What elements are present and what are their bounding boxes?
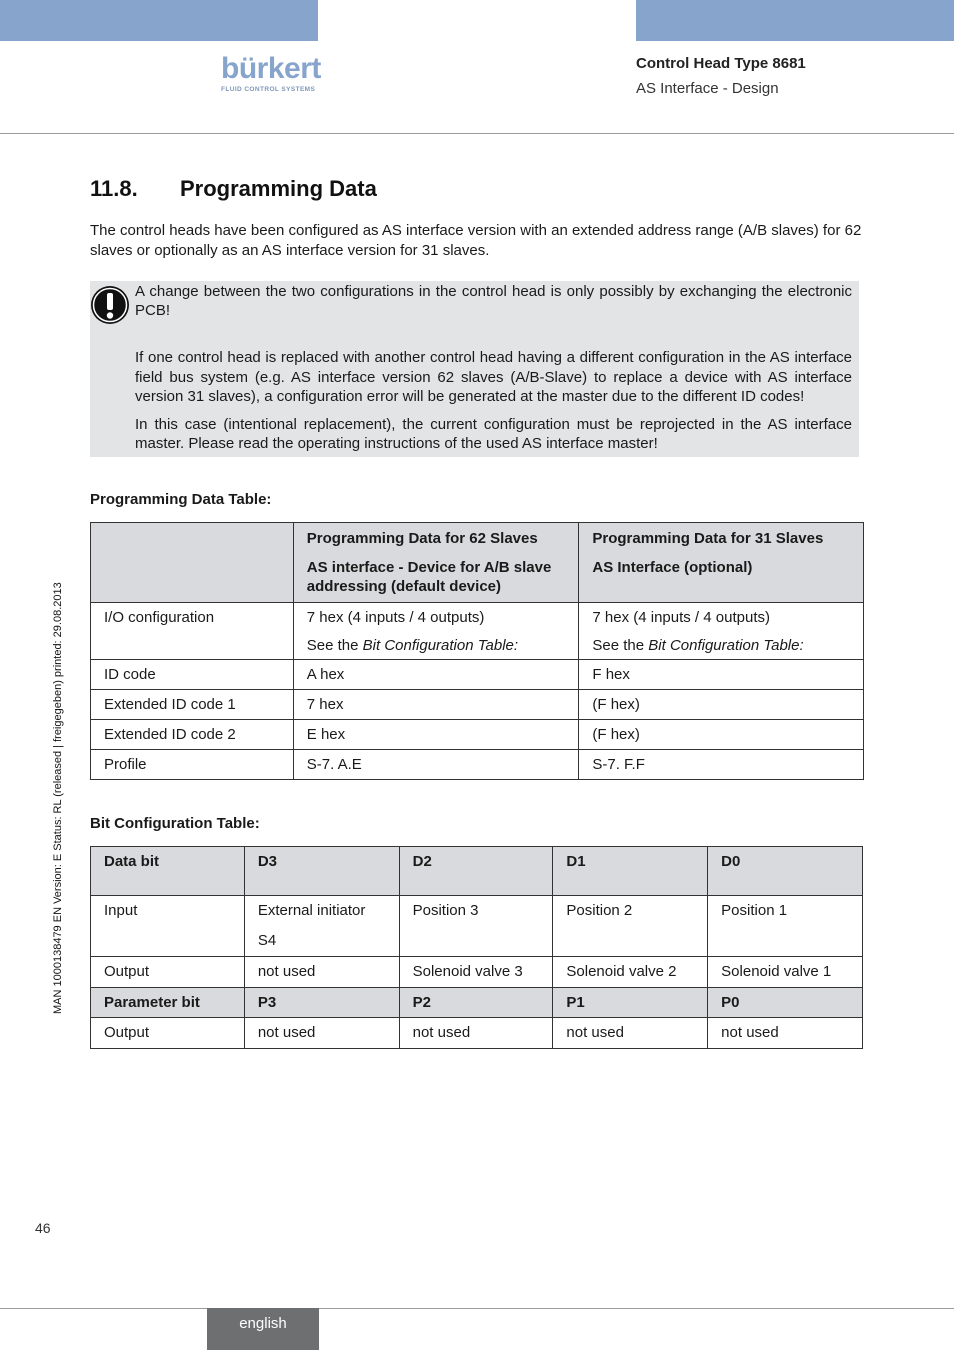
table-cell: not used [244, 1018, 399, 1049]
bit-configuration-table [90, 846, 863, 1049]
col31-title: Programming Data for 31 Slaves [592, 530, 824, 547]
see-prefix: See the [592, 637, 649, 654]
table-row [91, 957, 863, 988]
table-header-cell [579, 523, 864, 603]
table-cell: F hex [579, 659, 864, 689]
table-cell [293, 602, 579, 659]
logo-subtitle: FLUID CONTROL SYSTEMS [221, 86, 316, 93]
table-header-cell: D0 [708, 847, 863, 896]
table-header-cell: D2 [399, 847, 553, 896]
table-cell: Solenoid valve 2 [553, 957, 708, 988]
bit-table-caption: Bit Configuration Table: [90, 815, 260, 832]
table-row [91, 659, 864, 689]
table-cell [579, 602, 864, 659]
page-number: 46 [35, 1220, 51, 1236]
col62-subtitle: AS interface - Device for A/B slave addressing (default device) [306, 558, 552, 595]
header-bar-right [636, 0, 954, 41]
table-row [91, 689, 864, 719]
table-header-cell: P2 [399, 988, 553, 1018]
logo-wordmark: bürkert [221, 52, 321, 85]
table-cell: Output [91, 1018, 245, 1049]
table-header-row [91, 847, 863, 896]
table-header-cell: D3 [244, 847, 399, 896]
table-header-cell: P3 [244, 988, 399, 1018]
table-cell: S-7. A.E [293, 749, 579, 779]
table-cell: not used [399, 1018, 553, 1049]
table-header-cell: P0 [708, 988, 863, 1018]
bit-table-reference: Bit Configuration Table: [648, 637, 804, 654]
note-paragraph-3: In this case (intentional replacement), the current configuration must be reprojected in the AS interface master. Please read the operating instructions of the used AS interface master! [135, 416, 852, 453]
table-cell: Extended ID code 1 [91, 689, 294, 719]
table-cell: Position 3 [399, 896, 553, 957]
table-cell: A hex [293, 659, 579, 689]
document-title: Control Head Type 8681 [636, 55, 806, 72]
table-cell: (F hex) [579, 689, 864, 719]
table-cell: S-7. F.F [579, 749, 864, 779]
table-header-cell: Parameter bit [91, 988, 245, 1018]
table-cell: (F hex) [579, 719, 864, 749]
table-cell: I/O configuration [91, 602, 294, 659]
table-row [91, 1018, 863, 1049]
table-header-cell [91, 523, 294, 603]
section-heading [90, 176, 377, 202]
table-header-cell [293, 523, 579, 603]
table-cell: Profile [91, 749, 294, 779]
see-prefix: See the [306, 637, 363, 654]
col31-subtitle: AS Interface (optional) [592, 558, 753, 576]
table-cell: Input [91, 896, 245, 957]
table-row [91, 749, 864, 779]
table-cell: 7 hex [293, 689, 579, 719]
table-cell: External initiator S4 [244, 896, 399, 957]
language-tab: english [207, 1308, 319, 1350]
table-cell: E hex [293, 719, 579, 749]
section-number: 11.8. [90, 176, 138, 201]
table-row [91, 719, 864, 749]
warning-exclamation-icon [90, 285, 130, 325]
table-header-cell: Data bit [91, 847, 245, 896]
table-header-cell: D1 [553, 847, 708, 896]
table-header-row [91, 523, 864, 603]
table-cell: Solenoid valve 1 [708, 957, 863, 988]
section-title: Programming Data [180, 176, 377, 201]
table-cell: Position 1 [708, 896, 863, 957]
table-cell: Output [91, 957, 245, 988]
programming-table-caption: Programming Data Table: [90, 491, 272, 508]
table-cell: ID code [91, 659, 294, 689]
note-paragraph-2: If one control head is replaced with another control head having a different configuration in the AS interface field bus system (e.g. AS interface version 62 slaves (A/B-Slave) to replace a device with AS interface version 31 slaves), a configuration error will be generated at the master due to the different ID codes! [135, 349, 852, 405]
note-text [135, 282, 852, 453]
document-metadata-sidebar: MAN 1000138479 EN Version: E Status: RL (released | freigegeben) printed: 29.08.2013 [52, 582, 64, 1014]
table-cell: not used [553, 1018, 708, 1049]
intro-paragraph: The control heads have been configured as AS interface version with an extended address range (A/B slaves) for 62 slaves or optionally as an AS interface version for 31 slaves. [90, 222, 862, 259]
warning-note [90, 281, 859, 457]
header-divider [0, 133, 954, 134]
note-paragraph-1: A change between the two configurations in the control head is only possibly by exchanging the electronic PCB! [135, 283, 852, 320]
programming-data-table [90, 522, 864, 780]
bit-table-reference: Bit Configuration Table: [362, 637, 519, 654]
table-cell: Position 2 [553, 896, 708, 957]
footer-divider [0, 1308, 954, 1309]
io-value-62: 7 hex (4 inputs / 4 outputs) [306, 608, 485, 626]
table-row [91, 602, 864, 659]
table-header-row [91, 988, 863, 1018]
col62-title: Programming Data for 62 Slaves [306, 530, 538, 547]
table-cell: Extended ID code 2 [91, 719, 294, 749]
table-row [91, 896, 863, 957]
table-cell: not used [708, 1018, 863, 1049]
document-subtitle: AS Interface - Design [636, 80, 779, 97]
table-cell: not used [244, 957, 399, 988]
brand-logo [221, 54, 321, 93]
table-cell: Solenoid valve 3 [399, 957, 553, 988]
header-bar-left [0, 0, 318, 41]
io-value-31: 7 hex (4 inputs / 4 outputs) [592, 608, 770, 626]
table-header-cell: P1 [553, 988, 708, 1018]
